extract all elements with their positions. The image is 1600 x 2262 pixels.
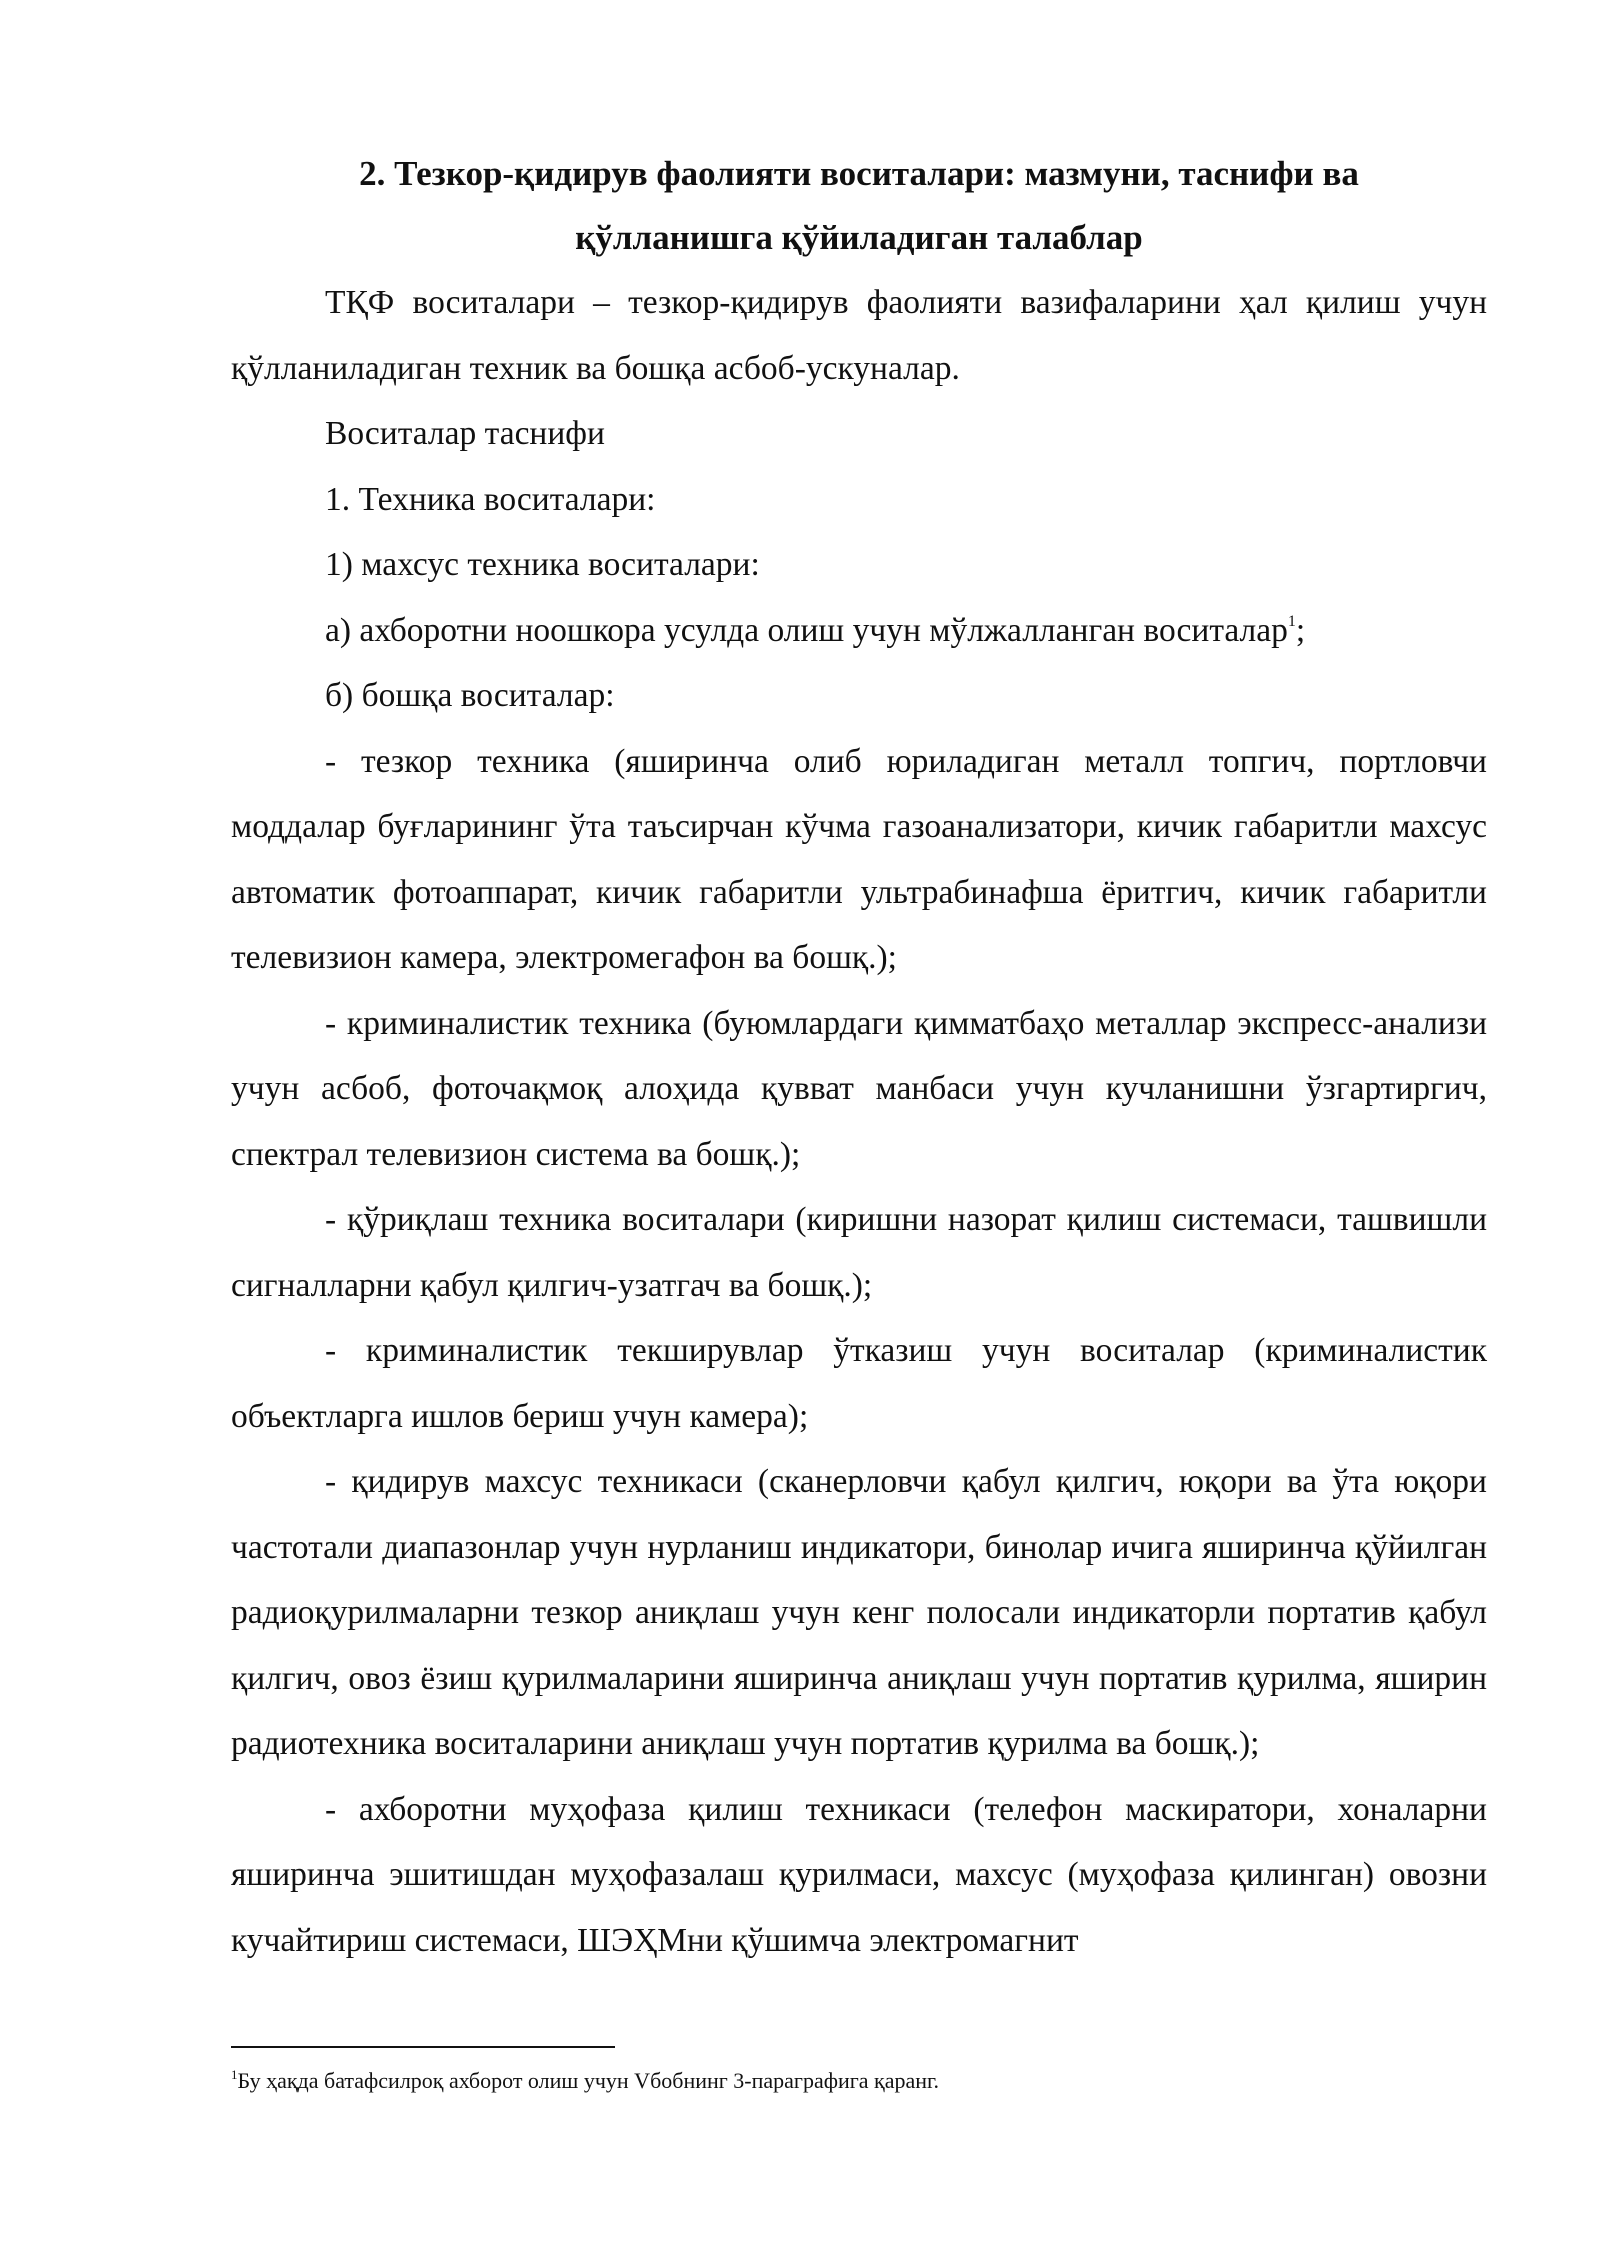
list-item: б) бошқа воситалар: — [325, 677, 615, 714]
footnote-reference-suffix: ; — [1295, 611, 1306, 649]
footnote-reference: 1 — [1287, 612, 1296, 630]
footnote-divider — [231, 2046, 615, 2048]
footnote — [231, 2066, 1487, 2096]
bullet-paragraph: - криминалистик текширувлар ўтказиш учун воситалар (криминалистик объектларга ишлов бериш учун камера); — [231, 1332, 1487, 1435]
bullet-paragraph: - қидирув махсус техникаси (сканерловчи қабул қилгич, юқори ва ўта юқори частотали диапазонлар учун нурланиш индикатори, бинолар ичига яширинча қўйилган радиоқурилмаларни тезкор аниқлаш учун кенг полосали индикаторли портатив қабул қилгич, овоз ёзиш қурилмаларини яширинча аниқлаш учун портатив қурилма, яширин радиотехника воситаларини аниқлаш учун портатив қурилма ва бошқ.); — [231, 1463, 1487, 1762]
list-item: 1. Техника воситалари: — [325, 480, 656, 518]
footnote-text: Бу ҳақда батафсилроқ ахборот олиш учун Vбобнинг 3-параграфига қаранг. — [237, 2068, 940, 2093]
footnote-marker: 1 — [231, 2067, 238, 2082]
definition-paragraph: ТҚФ воситалари – тезкор-қидирув фаолияти вазифаларини ҳал қилиш учун қўлланиладиган техник ва бошқа асбоб-ускуналар. — [231, 284, 1487, 387]
list-item: 1) махсус техника воситалари: — [325, 546, 760, 583]
bullet-paragraph: - қўриқлаш техника воситалари (киришни назорат қилиш системаси, ташвишли сигналларни қабул қилгич-узатгач ва бошқ.); — [231, 1201, 1487, 1304]
list-item-text: а) ахборотни ноошкора усулда олиш учун мўлжалланган воситалар — [325, 611, 1288, 649]
list-item-with-footnote — [231, 598, 1487, 664]
bullet-paragraph: - криминалистик техника (буюмлардаги қимматбаҳо металлар экспресс-анализи учун асбоб, фоточақмоқ алоҳида қувват манбаси учун кучланишни ўзгартиргич, спектрал телевизион система ва бошқ.); — [231, 1004, 1487, 1173]
document-body — [231, 142, 1487, 1973]
section-heading: 2. Тезкор-қидирув фаолияти воситалари: мазмуни, таснифи ва қўлланишга қўйиладиган талаблар — [359, 154, 1359, 257]
classification-heading: Воситалар таснифи — [325, 415, 605, 452]
bullet-paragraph: - тезкор техника (яширинча олиб юриладиган металл топгич, портловчи моддалар буғларининг ўта таъсирчан кўчма газоанализатори, кичик габаритли махсус автоматик фотоаппарат, кичик габаритли ультрабинафша ёритгич, кичик габаритли телевизион камера, электромегафон ва бошқ.); — [231, 742, 1487, 976]
bullet-paragraph: - ахборотни муҳофаза қилиш техникаси (телефон маскиратори, хоналарни яширинча эшитишдан муҳофазалаш қурилмаси, махсус (муҳофаза қилинган) овозни кучайтириш системаси, ШЭҲМни қўшимча электромагнит — [231, 1790, 1487, 1959]
